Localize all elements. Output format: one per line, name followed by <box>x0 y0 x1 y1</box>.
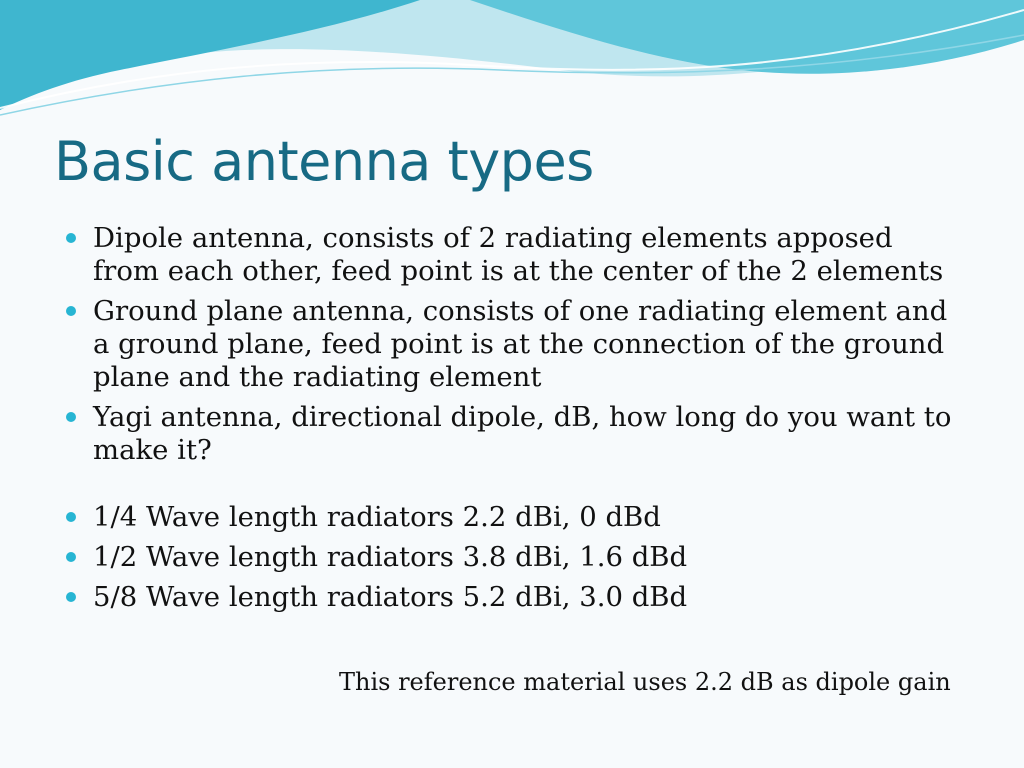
bullet-item <box>66 501 966 534</box>
bullet-dot-icon <box>66 552 76 562</box>
bullet-text: 1/4 Wave length radiators 2.2 dBi, 0 dBd <box>93 501 661 533</box>
bullet-text: 1/2 Wave length radiators 3.8 dBi, 1.6 dBd <box>93 541 688 573</box>
slide-title: Basic antenna types <box>54 130 594 193</box>
bullet-dot-icon <box>66 412 76 422</box>
bullet-item <box>66 541 966 574</box>
bullet-dot-icon <box>66 306 76 316</box>
bullet-item <box>66 401 966 467</box>
bullet-text: Yagi antenna, directional dipole, dB, how long do you want to make it? <box>93 401 952 466</box>
bullet-item <box>66 222 966 288</box>
bullet-text: Ground plane antenna, consists of one radiating element and a ground plane, feed point is at the connection of the ground plane and the radiating element <box>93 295 948 393</box>
list-spacer <box>66 474 966 501</box>
bullet-list <box>66 222 966 621</box>
bullet-dot-icon <box>66 233 76 243</box>
bullet-dot-icon <box>66 592 76 602</box>
bullet-text: 5/8 Wave length radiators 5.2 dBi, 3.0 dBd <box>93 581 688 613</box>
bullet-text: Dipole antenna, consists of 2 radiating elements apposed from each other, feed point is at the center of the 2 elements <box>93 222 944 287</box>
bullet-item <box>66 295 966 394</box>
reference-note: This reference material uses 2.2 dB as dipole gain <box>339 668 951 696</box>
bullet-dot-icon <box>66 512 76 522</box>
bullet-item <box>66 581 966 614</box>
header-wave-decoration <box>0 0 1024 130</box>
